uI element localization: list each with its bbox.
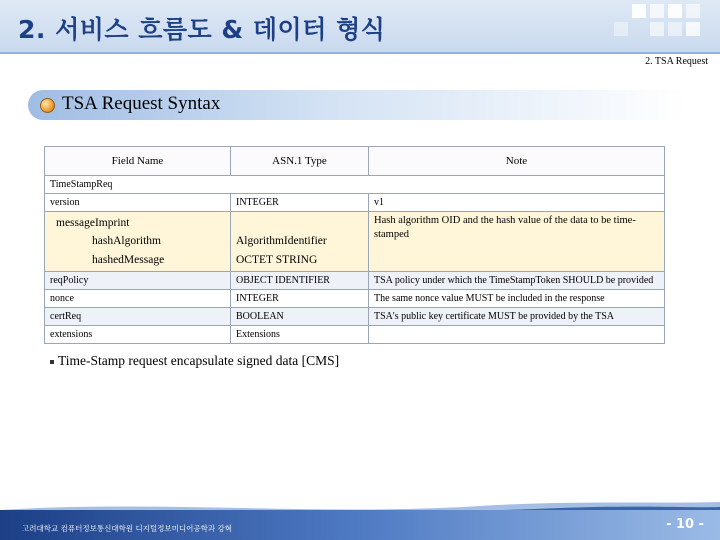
field-name: nonce: [45, 290, 231, 308]
section-label: 2. TSA Request: [645, 56, 708, 67]
asn1-type: INTEGER: [231, 194, 369, 212]
page-title: 2. 서비스 흐름도 & 데이터 형식: [18, 15, 386, 44]
asn1-type: Extensions: [231, 326, 369, 344]
asn1-type: AlgorithmIdentifier: [236, 235, 327, 248]
note: Hash algorithm OID and the hash value of the data to be time-stamped: [369, 212, 665, 272]
header-band: [0, 0, 720, 52]
footer-text: 고려대학교 컴퓨터정보통신대학원 디지털정보미디어공학과 강혁: [22, 524, 233, 533]
asn1-type: INTEGER: [231, 290, 369, 308]
table-row: [45, 212, 665, 272]
decorative-squares: [592, 4, 712, 48]
field-name: hashedMessage: [92, 253, 165, 266]
field-name: certReq: [45, 308, 231, 326]
table-row: [45, 194, 665, 212]
header-divider: [0, 52, 720, 54]
asn1-type: OCTET STRING: [236, 253, 318, 266]
note: TSA's public key certificate MUST be provided by the TSA: [369, 308, 665, 326]
field-name: reqPolicy: [45, 272, 231, 290]
note: v1: [369, 194, 665, 212]
group-label: TimeStampReq: [45, 176, 665, 194]
note: The same nonce value MUST be included in the response: [369, 290, 665, 308]
table-row: [45, 272, 665, 290]
section-title: TSA Request Syntax: [62, 93, 221, 114]
field-name: version: [45, 194, 231, 212]
column-header: ASN.1 Type: [231, 147, 369, 176]
field-name: hashAlgorithm: [92, 235, 161, 248]
table-row: [45, 176, 665, 194]
page-number: - 10 -: [666, 517, 704, 532]
column-header: Note: [369, 147, 665, 176]
table-row: [45, 290, 665, 308]
bullet-note-text: Time-Stamp request encapsulate signed data [CMS]: [58, 353, 340, 368]
field-name: messageImprint: [56, 217, 130, 229]
square-bullet-icon: [50, 360, 54, 364]
column-header: Field Name: [45, 147, 231, 176]
table-row: [45, 326, 665, 344]
table-row: [45, 308, 665, 326]
asn1-type-group: [231, 212, 369, 272]
syntax-table: [44, 146, 665, 344]
bullet-note: [50, 353, 339, 369]
field-name-group: [45, 212, 231, 272]
table-header-row: [45, 147, 665, 176]
orange-circle-bullet-icon: [40, 98, 55, 113]
note: TSA policy under which the TimeStampToken SHOULD be provided: [369, 272, 665, 290]
field-name: extensions: [45, 326, 231, 344]
section-title-bar: [28, 90, 688, 120]
note: [369, 326, 665, 344]
asn1-type: BOOLEAN: [231, 308, 369, 326]
asn1-type: OBJECT IDENTIFIER: [231, 272, 369, 290]
